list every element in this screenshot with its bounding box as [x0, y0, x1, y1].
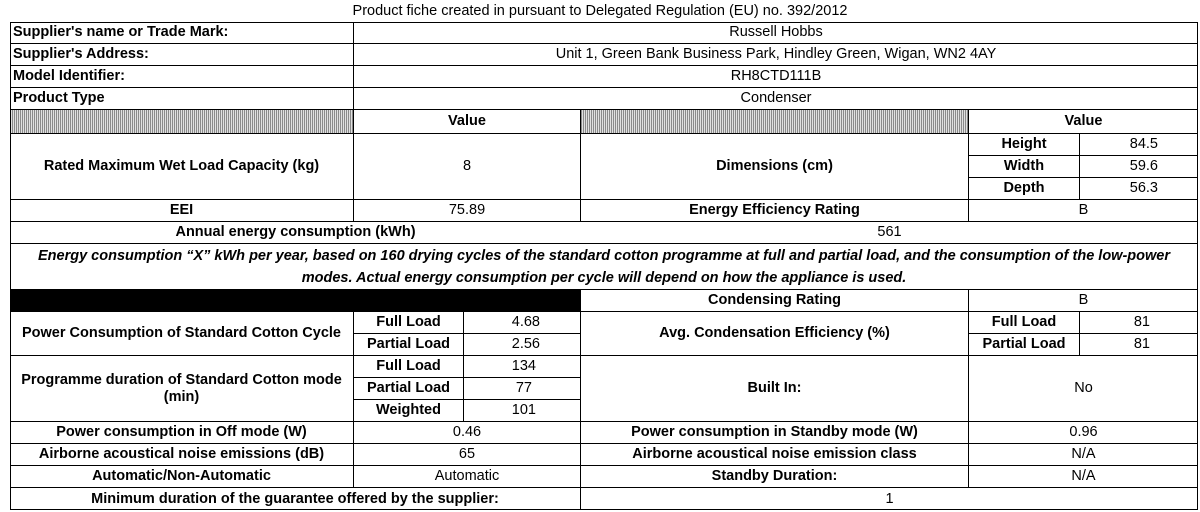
- supplier-address-label: Supplier's Address:: [10, 44, 354, 66]
- duration-partial-load-label: Partial Load: [354, 378, 464, 400]
- condensing-rating-label: Condensing Rating: [581, 290, 969, 312]
- supplier-address-value: Unit 1, Green Bank Business Park, Hindley Green, Wigan, WN2 4AY: [354, 44, 1198, 66]
- eei-label: EEI: [10, 200, 354, 222]
- built-in-value: No: [969, 356, 1198, 422]
- condensation-partial-load-value: 81: [1080, 334, 1198, 356]
- width-label: Width: [969, 156, 1080, 178]
- height-label: Height: [969, 134, 1080, 156]
- hatched-cell: [10, 110, 354, 134]
- off-mode-value: 0.46: [354, 422, 581, 444]
- hatched-cell: [581, 110, 969, 134]
- rated-capacity-label: Rated Maximum Wet Load Capacity (kg): [10, 134, 354, 200]
- dimensions-label: Dimensions (cm): [581, 134, 969, 200]
- condensation-partial-load-label: Partial Load: [969, 334, 1080, 356]
- value-header: Value: [354, 110, 581, 134]
- duration-full-load-value: 134: [464, 356, 581, 378]
- power-partial-load-label: Partial Load: [354, 334, 464, 356]
- supplier-name-value: Russell Hobbs: [354, 22, 1198, 44]
- condensation-efficiency-label: Avg. Condensation Efficiency (%): [581, 312, 969, 356]
- condensation-full-load-value: 81: [1080, 312, 1198, 334]
- noise-class-value: N/A: [969, 444, 1198, 466]
- standby-power-label: Power consumption in Standby mode (W): [581, 422, 969, 444]
- energy-rating-label: Energy Efficiency Rating: [581, 200, 969, 222]
- noise-class-label: Airborne acoustical noise emission class: [581, 444, 969, 466]
- standby-duration-label: Standby Duration:: [581, 466, 969, 488]
- duration-weighted-label: Weighted: [354, 400, 464, 422]
- duration-partial-load-value: 77: [464, 378, 581, 400]
- energy-rating-value: B: [969, 200, 1198, 222]
- automatic-label: Automatic/Non-Automatic: [10, 466, 354, 488]
- standby-power-value: 0.96: [969, 422, 1198, 444]
- model-identifier-label: Model Identifier:: [10, 66, 354, 88]
- product-type-value: Condenser: [354, 88, 1198, 110]
- standby-duration-value: N/A: [969, 466, 1198, 488]
- product-type-label: Product Type: [10, 88, 354, 110]
- duration-full-load-label: Full Load: [354, 356, 464, 378]
- off-mode-label: Power consumption in Off mode (W): [10, 422, 354, 444]
- guarantee-label: Minimum duration of the guarantee offered by the supplier:: [10, 488, 581, 510]
- value-header: Value: [969, 110, 1198, 134]
- automatic-value: Automatic: [354, 466, 581, 488]
- eei-value: 75.89: [354, 200, 581, 222]
- energy-consumption-note: Energy consumption “X” kWh per year, based on 160 drying cycles of the standard cotton programme at full and partial load, and the consumption of the low-power modes. Actual energy consumption per cycle will depend on how the appliance is used.: [10, 244, 1198, 290]
- supplier-name-label: Supplier's name or Trade Mark:: [10, 22, 354, 44]
- noise-emissions-label: Airborne acoustical noise emissions (dB): [10, 444, 354, 466]
- width-value: 59.6: [1080, 156, 1198, 178]
- height-value: 84.5: [1080, 134, 1198, 156]
- noise-emissions-value: 65: [354, 444, 581, 466]
- condensation-full-load-label: Full Load: [969, 312, 1080, 334]
- duration-weighted-value: 101: [464, 400, 581, 422]
- annual-energy-value: 561: [581, 222, 1198, 244]
- power-full-load-value: 4.68: [464, 312, 581, 334]
- depth-value: 56.3: [1080, 178, 1198, 200]
- power-cotton-label: Power Consumption of Standard Cotton Cycle: [10, 312, 354, 356]
- rated-capacity-value: 8: [354, 134, 581, 200]
- annual-energy-label: Annual energy consumption (kWh): [10, 222, 581, 244]
- programme-duration-label: Programme duration of Standard Cotton mode (min): [10, 356, 354, 422]
- power-full-load-label: Full Load: [354, 312, 464, 334]
- black-bar: [10, 290, 581, 312]
- fiche-caption: Product fiche created in pursuant to Delegated Regulation (EU) no. 392/2012: [352, 3, 848, 19]
- power-partial-load-value: 2.56: [464, 334, 581, 356]
- built-in-label: Built In:: [581, 356, 969, 422]
- model-identifier-value: RH8CTD111B: [354, 66, 1198, 88]
- depth-label: Depth: [969, 178, 1080, 200]
- guarantee-value: 1: [885, 490, 894, 507]
- condensing-rating-value: B: [969, 290, 1198, 312]
